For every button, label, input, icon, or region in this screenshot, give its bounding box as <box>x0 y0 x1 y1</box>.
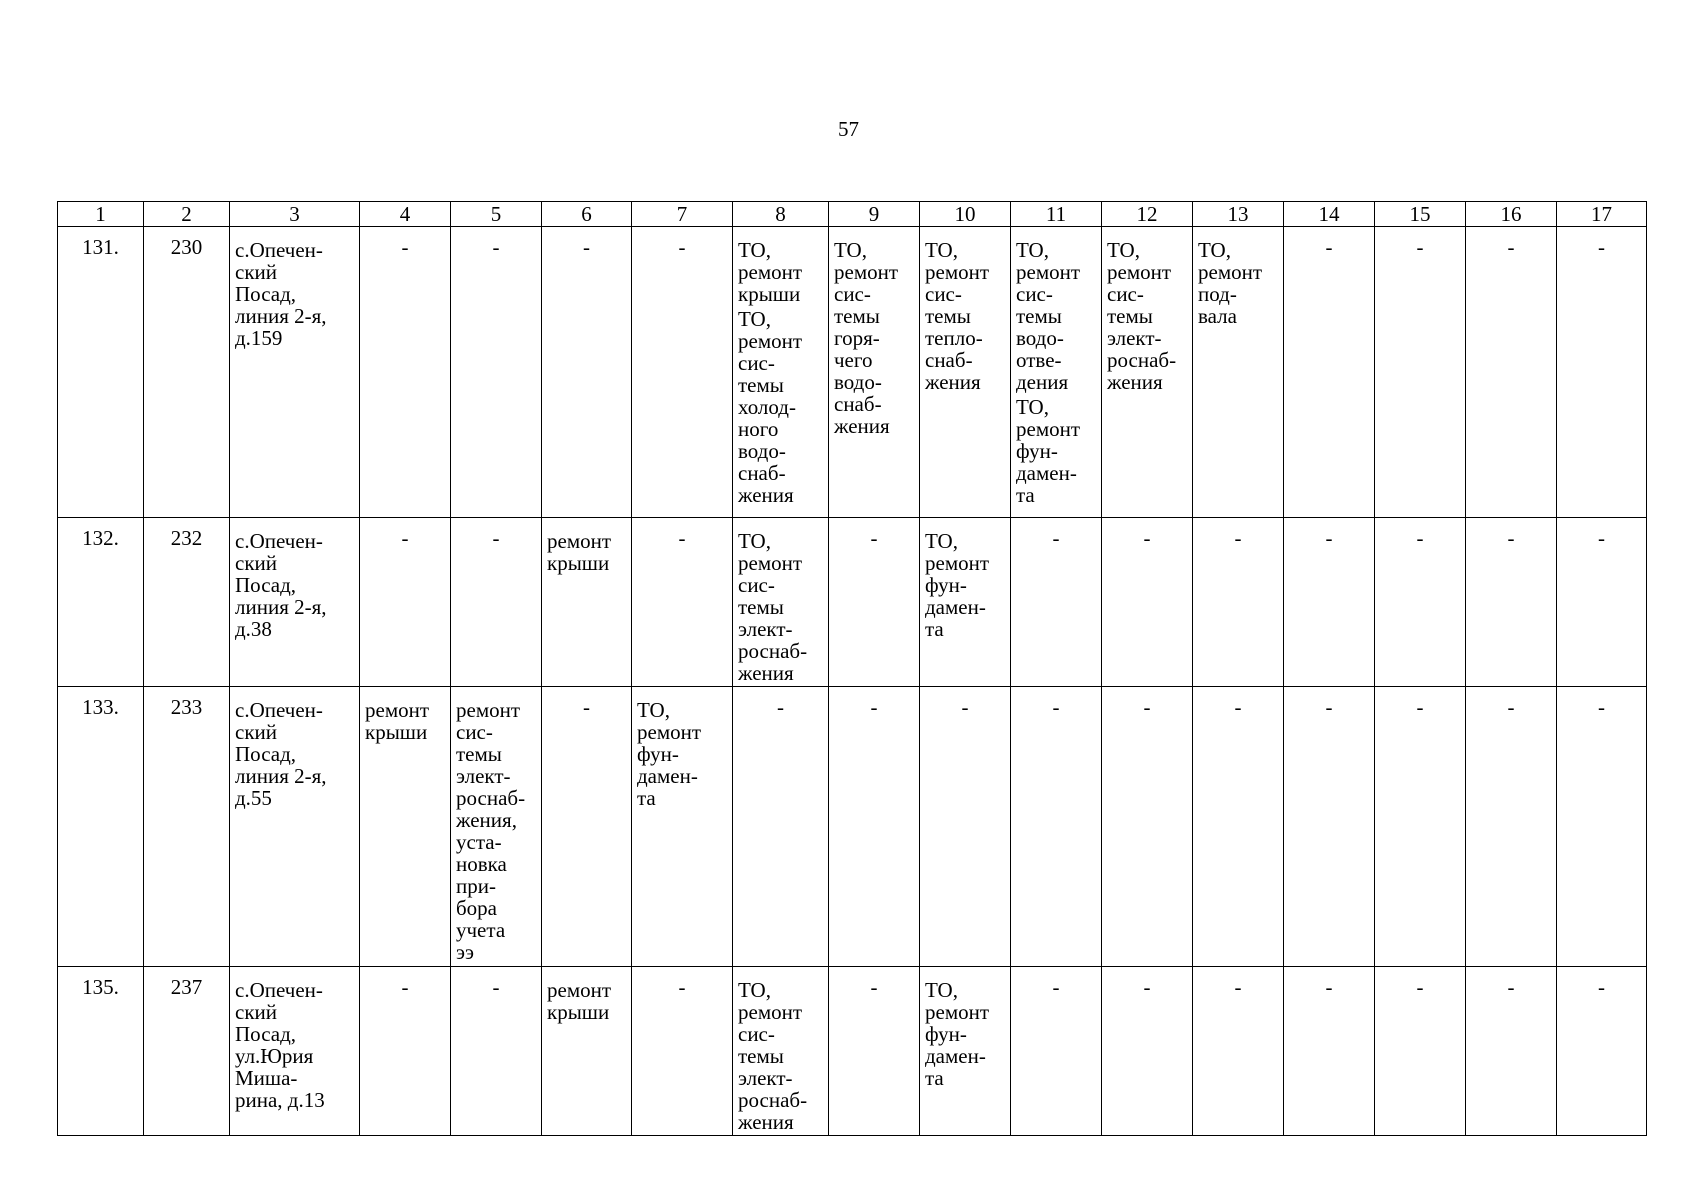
work-line: ремонт <box>738 1000 803 1024</box>
work-line: снаб- <box>834 392 882 416</box>
address-cell <box>230 967 360 1136</box>
empty-cell-dash: - <box>542 687 632 967</box>
work-entry <box>738 979 826 1133</box>
work-entry <box>1107 239 1190 393</box>
work-cell <box>829 227 920 518</box>
empty-cell-dash: - <box>451 967 542 1136</box>
work-line: ремонт <box>925 551 990 575</box>
empty-cell-dash: - <box>1557 687 1647 967</box>
address-line: с.Опечен- <box>235 529 323 553</box>
work-line: та <box>1016 483 1035 507</box>
table-row <box>58 687 1647 967</box>
column-header: 14 <box>1284 202 1375 227</box>
work-line: темы <box>456 742 502 766</box>
work-line: темы <box>738 1044 784 1068</box>
work-line: отве- <box>1016 348 1062 372</box>
address-line: ский <box>235 551 277 575</box>
work-line: крыши <box>738 282 801 306</box>
work-line: ТО, <box>925 529 958 553</box>
empty-cell-dash: - <box>1466 687 1557 967</box>
empty-cell-dash: - <box>1375 518 1466 687</box>
work-line: уста- <box>456 830 502 854</box>
work-line: тепло- <box>925 326 983 350</box>
work-line: жения, <box>456 808 517 832</box>
work-line: новка <box>456 852 507 876</box>
column-header: 5 <box>451 202 542 227</box>
work-entry <box>738 308 826 506</box>
work-line: бора <box>456 896 498 920</box>
column-header: 13 <box>1193 202 1284 227</box>
work-line: темы <box>1016 304 1062 328</box>
empty-cell-dash: - <box>920 687 1011 967</box>
address-line: д.159 <box>235 326 283 350</box>
work-line: фун- <box>925 1022 967 1046</box>
empty-cell-dash: - <box>451 227 542 518</box>
address-cell <box>230 687 360 967</box>
empty-cell-dash: - <box>360 518 451 687</box>
work-line: жения <box>1107 370 1163 394</box>
work-line: жения <box>738 661 794 685</box>
work-line: темы <box>738 595 784 619</box>
work-line: та <box>925 617 944 641</box>
page-number: 57 <box>838 117 859 141</box>
work-line: роснаб- <box>738 1088 808 1112</box>
work-cell <box>542 518 632 687</box>
work-line: ремонт <box>547 529 612 553</box>
work-line: водо- <box>738 439 786 463</box>
column-header: 10 <box>920 202 1011 227</box>
work-cell <box>920 227 1011 518</box>
empty-cell-dash: - <box>360 967 451 1136</box>
address-line: линия 2-я, <box>235 764 327 788</box>
column-header: 8 <box>733 202 829 227</box>
empty-cell-dash: - <box>1466 518 1557 687</box>
work-line: фун- <box>1016 439 1058 463</box>
work-entry <box>738 530 826 684</box>
work-line: при- <box>456 874 496 898</box>
work-line: ТО, <box>637 698 670 722</box>
empty-cell-dash: - <box>1284 227 1375 518</box>
table-row <box>58 518 1647 687</box>
work-line: роснаб- <box>738 639 808 663</box>
work-line: вала <box>1198 304 1237 328</box>
house-code: 237 <box>144 967 230 1136</box>
work-line: ремонт <box>365 698 430 722</box>
work-line: ремонт <box>547 978 612 1002</box>
work-entry <box>834 239 917 437</box>
work-line: ТО, <box>738 238 771 262</box>
empty-cell-dash: - <box>1193 967 1284 1136</box>
empty-cell-dash: - <box>1557 227 1647 518</box>
empty-cell-dash: - <box>632 227 733 518</box>
empty-cell-dash: - <box>1102 967 1193 1136</box>
work-entry <box>738 239 826 305</box>
work-line: сис- <box>738 1022 775 1046</box>
work-line: ремонт <box>738 329 803 353</box>
empty-cell-dash: - <box>1284 518 1375 687</box>
address-line: с.Опечен- <box>235 698 323 722</box>
address-line: с.Опечен- <box>235 238 323 262</box>
empty-cell-dash: - <box>542 227 632 518</box>
column-header: 2 <box>144 202 230 227</box>
work-line: ТО, <box>1107 238 1140 262</box>
work-line: ремонт <box>834 260 899 284</box>
address-line: ул.Юрия <box>235 1044 314 1068</box>
work-entry <box>547 979 629 1023</box>
work-line: ремонт <box>925 260 990 284</box>
column-header: 7 <box>632 202 733 227</box>
address-line: рина, д.13 <box>235 1088 325 1112</box>
empty-cell-dash: - <box>1193 687 1284 967</box>
work-line: роснаб- <box>456 786 526 810</box>
empty-cell-dash: - <box>632 518 733 687</box>
work-line: сис- <box>925 282 962 306</box>
work-cell <box>542 967 632 1136</box>
work-cell <box>451 687 542 967</box>
work-line: элект- <box>738 1066 793 1090</box>
column-header: 11 <box>1011 202 1102 227</box>
work-entry <box>365 699 448 743</box>
address-line: д.38 <box>235 617 272 641</box>
work-line: ного <box>738 417 779 441</box>
work-line: дамен- <box>925 1044 986 1068</box>
work-line: крыши <box>547 1000 610 1024</box>
work-line: ТО, <box>834 238 867 262</box>
work-line: ремонт <box>456 698 521 722</box>
column-header: 6 <box>542 202 632 227</box>
work-line: ремонт <box>1198 260 1263 284</box>
column-header: 9 <box>829 202 920 227</box>
column-header: 17 <box>1557 202 1647 227</box>
work-line: ТО, <box>1198 238 1231 262</box>
row-number: 131. <box>58 227 144 518</box>
work-cell <box>360 687 451 967</box>
empty-cell-dash: - <box>1557 518 1647 687</box>
work-line: элект- <box>1107 326 1162 350</box>
work-cell <box>733 967 829 1136</box>
work-line: сис- <box>738 573 775 597</box>
column-header: 1 <box>58 202 144 227</box>
work-cell <box>1193 227 1284 518</box>
address-line: ский <box>235 720 277 744</box>
work-cell <box>1011 227 1102 518</box>
work-line: дамен- <box>637 764 698 788</box>
work-line: сис- <box>456 720 493 744</box>
work-line: снаб- <box>925 348 973 372</box>
column-header: 16 <box>1466 202 1557 227</box>
work-cell <box>733 227 829 518</box>
works-table <box>57 201 1647 1136</box>
empty-cell-dash: - <box>1011 518 1102 687</box>
work-line: ремонт <box>925 1000 990 1024</box>
work-line: ТО, <box>925 238 958 262</box>
work-line: ТО, <box>738 307 771 331</box>
work-cell <box>920 967 1011 1136</box>
work-line: водо- <box>834 370 882 394</box>
work-line: горя- <box>834 326 880 350</box>
work-line: та <box>925 1066 944 1090</box>
empty-cell-dash: - <box>1284 967 1375 1136</box>
column-header: 15 <box>1375 202 1466 227</box>
address-line: линия 2-я, <box>235 595 327 619</box>
work-entry <box>1016 396 1099 506</box>
address-cell <box>230 227 360 518</box>
work-line: сис- <box>738 351 775 375</box>
empty-cell-dash: - <box>829 967 920 1136</box>
work-line: сис- <box>1016 282 1053 306</box>
work-entry <box>1016 239 1099 393</box>
work-line: ремонт <box>1107 260 1172 284</box>
work-line: жения <box>738 1110 794 1134</box>
work-entry <box>925 530 1008 640</box>
column-header: 4 <box>360 202 451 227</box>
work-line: холод- <box>738 395 796 419</box>
house-code: 233 <box>144 687 230 967</box>
work-line: темы <box>925 304 971 328</box>
work-entry <box>456 699 539 963</box>
work-line: ремонт <box>738 260 803 284</box>
address-line: Миша- <box>235 1066 298 1090</box>
work-cell <box>1102 227 1193 518</box>
work-line: дамен- <box>1016 461 1077 485</box>
work-cell <box>920 518 1011 687</box>
work-line: дамен- <box>925 595 986 619</box>
work-line: ээ <box>456 940 475 964</box>
work-line: ремонт <box>1016 417 1081 441</box>
work-cell <box>733 518 829 687</box>
work-line: ремонт <box>1016 260 1081 284</box>
work-entry <box>925 239 1008 393</box>
empty-cell-dash: - <box>632 967 733 1136</box>
work-line: дения <box>1016 370 1069 394</box>
work-line: жения <box>834 414 890 438</box>
table-row <box>58 967 1647 1136</box>
empty-cell-dash: - <box>1466 967 1557 1136</box>
work-line: ТО, <box>1016 238 1049 262</box>
work-line: темы <box>1107 304 1153 328</box>
work-line: фун- <box>925 573 967 597</box>
work-line: сис- <box>1107 282 1144 306</box>
empty-cell-dash: - <box>1375 227 1466 518</box>
work-entry <box>637 699 730 809</box>
work-line: роснаб- <box>1107 348 1177 372</box>
address-cell <box>230 518 360 687</box>
address-line: Посад, <box>235 282 297 306</box>
work-line: сис- <box>834 282 871 306</box>
table-row <box>58 227 1647 518</box>
work-entry <box>547 530 629 574</box>
empty-cell-dash: - <box>1193 518 1284 687</box>
empty-cell-dash: - <box>1102 687 1193 967</box>
work-line: темы <box>834 304 880 328</box>
work-line: ремонт <box>738 551 803 575</box>
work-line: темы <box>738 373 784 397</box>
row-number: 135. <box>58 967 144 1136</box>
work-cell <box>632 687 733 967</box>
empty-cell-dash: - <box>1557 967 1647 1136</box>
empty-cell-dash: - <box>451 518 542 687</box>
address-line: ский <box>235 1000 277 1024</box>
work-line: та <box>637 786 656 810</box>
empty-cell-dash: - <box>1011 967 1102 1136</box>
work-line: снаб- <box>738 461 786 485</box>
work-line: под- <box>1198 282 1237 306</box>
empty-cell-dash: - <box>1011 687 1102 967</box>
empty-cell-dash: - <box>829 687 920 967</box>
row-number: 132. <box>58 518 144 687</box>
work-line: ТО, <box>738 978 771 1002</box>
work-line: чего <box>834 348 873 372</box>
column-header: 3 <box>230 202 360 227</box>
empty-cell-dash: - <box>1102 518 1193 687</box>
empty-cell-dash: - <box>1375 967 1466 1136</box>
work-line: водо- <box>1016 326 1064 350</box>
work-line: элект- <box>456 764 511 788</box>
empty-cell-dash: - <box>1466 227 1557 518</box>
work-entry <box>1198 239 1281 327</box>
work-line: ТО, <box>738 529 771 553</box>
work-line: жения <box>738 483 794 507</box>
address-line: Посад, <box>235 742 297 766</box>
work-line: жения <box>925 370 981 394</box>
house-code: 232 <box>144 518 230 687</box>
address-line: линия 2-я, <box>235 304 327 328</box>
empty-cell-dash: - <box>1375 687 1466 967</box>
work-line: ТО, <box>1016 395 1049 419</box>
work-line: учета <box>456 918 506 942</box>
empty-cell-dash: - <box>360 227 451 518</box>
work-entry <box>925 979 1008 1089</box>
row-number: 133. <box>58 687 144 967</box>
empty-cell-dash: - <box>733 687 829 967</box>
header-row <box>58 202 1647 227</box>
work-line: крыши <box>547 551 610 575</box>
address-line: ский <box>235 260 277 284</box>
work-line: фун- <box>637 742 679 766</box>
work-line: ТО, <box>925 978 958 1002</box>
empty-cell-dash: - <box>829 518 920 687</box>
column-header: 12 <box>1102 202 1193 227</box>
house-code: 230 <box>144 227 230 518</box>
address-line: Посад, <box>235 1022 297 1046</box>
address-line: Посад, <box>235 573 297 597</box>
address-line: д.55 <box>235 786 272 810</box>
empty-cell-dash: - <box>1284 687 1375 967</box>
work-line: крыши <box>365 720 428 744</box>
work-line: ремонт <box>637 720 702 744</box>
work-line: элект- <box>738 617 793 641</box>
address-line: с.Опечен- <box>235 978 323 1002</box>
